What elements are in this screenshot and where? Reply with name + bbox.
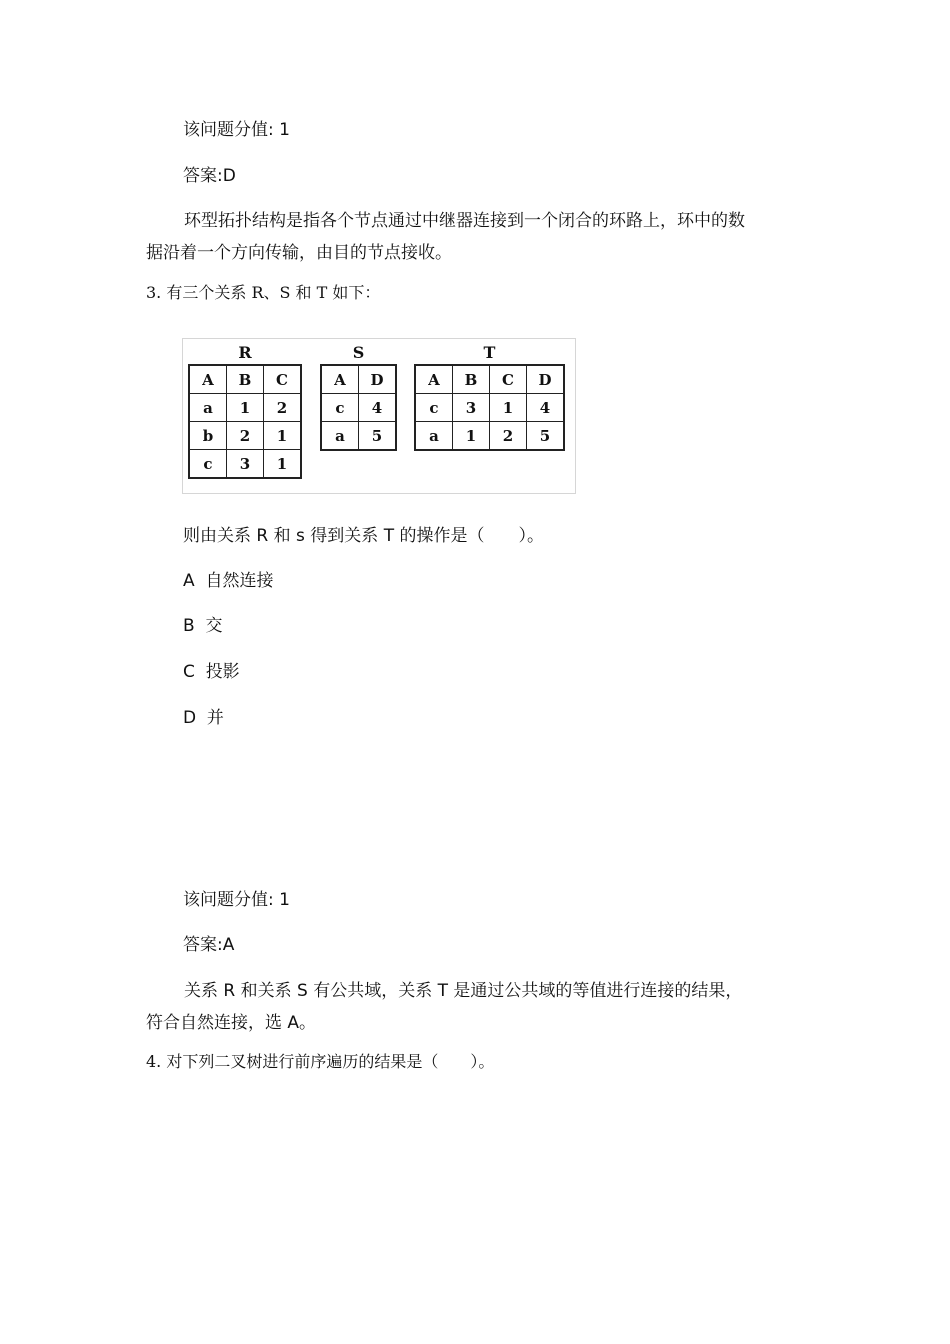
table-cell: B [453, 365, 490, 394]
table-cell: D [359, 365, 397, 394]
table-row [189, 394, 301, 422]
table-cell: b [189, 422, 227, 450]
q3-explanation-line2: 符合自然连接，选 A。 [146, 1013, 317, 1033]
q3-option-c [183, 662, 240, 682]
table-cell: C [264, 365, 302, 394]
table-cell: 1 [264, 450, 302, 479]
q2-answer-text: 答案:D [183, 166, 236, 186]
table-row [321, 422, 396, 451]
table-cell: 5 [359, 422, 397, 451]
table-row [415, 422, 564, 451]
q3-option-a [183, 571, 273, 591]
table-cell: A [321, 365, 359, 394]
option-letter: B [183, 616, 195, 636]
table-cell: 4 [359, 394, 397, 422]
relation-t-name: T [483, 343, 496, 362]
table-cell: a [415, 422, 453, 451]
relation-s-name: S [352, 343, 365, 362]
table-cell: 1 [490, 394, 527, 422]
option-letter: C [183, 662, 195, 682]
table-cell: a [321, 422, 359, 451]
option-text: 自然连接 [205, 571, 274, 591]
option-text: 并 [206, 708, 224, 728]
q3-option-d [183, 708, 224, 728]
q3-question-text: 3. 有三个关系 R、S 和 T 如下： [146, 283, 381, 302]
table-header-row [415, 365, 564, 394]
option-text: 投影 [205, 662, 240, 682]
relation-r-name: R [238, 343, 252, 362]
relations-figure [182, 338, 576, 494]
table-header-row [189, 365, 301, 394]
relation-r-table [188, 364, 302, 479]
table-cell: 2 [490, 422, 527, 451]
table-cell: D [527, 365, 565, 394]
q2-explanation-line2: 据沿着一个方向传输，由目的节点接收。 [146, 243, 452, 263]
table-row [189, 422, 301, 450]
table-cell: 5 [527, 422, 565, 451]
q2-explanation [146, 205, 816, 269]
table-cell: 1 [227, 394, 264, 422]
relation-s-table [320, 364, 397, 451]
table-row [415, 394, 564, 422]
q2-score-text: 该问题分值: 1 [183, 120, 290, 140]
q3-option-b [183, 616, 222, 636]
table-cell: c [189, 450, 227, 479]
table-cell: 1 [453, 422, 490, 451]
table-cell: a [189, 394, 227, 422]
relation-s [320, 342, 397, 451]
table-cell: 2 [227, 422, 264, 450]
table-cell: 1 [264, 422, 302, 450]
q4-question-text: 4. 对下列二叉树进行前序遍历的结果是（ ）。 [146, 1052, 495, 1071]
q3-score-text: 该问题分值: 1 [183, 890, 290, 910]
q3-answer-text: 答案:A [183, 935, 235, 955]
option-letter: D [183, 708, 197, 728]
table-cell: A [415, 365, 453, 394]
table-cell: 4 [527, 394, 565, 422]
table-cell: 3 [227, 450, 264, 479]
table-cell: c [415, 394, 453, 422]
table-cell: 3 [453, 394, 490, 422]
relation-t-table [414, 364, 565, 451]
table-row [189, 450, 301, 479]
table-cell: C [490, 365, 527, 394]
q3-explanation [146, 975, 816, 1039]
q2-explanation-line1: 环型拓扑结构是指各个节点通过中继器连接到一个闭合的环路上，环中的数 [184, 211, 745, 231]
option-text: 交 [205, 616, 223, 636]
table-cell: B [227, 365, 264, 394]
table-cell: 2 [264, 394, 302, 422]
table-header-row [321, 365, 396, 394]
q3-explanation-line1: 关系 R 和关系 S 有公共域，关系 T 是通过公共域的等值进行连接的结果， [184, 981, 743, 1001]
option-letter: A [183, 571, 195, 591]
q3-prompt-text: 则由关系 R 和 s 得到关系 T 的操作是（ ）。 [183, 526, 544, 546]
relation-t [414, 342, 565, 451]
table-row [321, 394, 396, 422]
relation-r [188, 342, 302, 479]
table-cell: A [189, 365, 227, 394]
table-cell: c [321, 394, 359, 422]
